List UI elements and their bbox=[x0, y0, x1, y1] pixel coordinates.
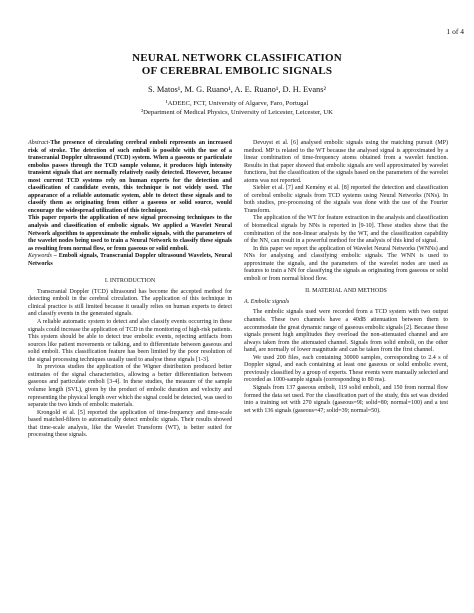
abstract-paragraph-2: This paper reports the application of new signal processing techniques to the analysis and classification of embolic signals. We applied a Wavelet Neural Network algorithm to approximate the embolic signals, with the parameters of the wavelet nodes being used to train a Neural Network to classify these signals as resulting from normal flow, or from gaseous or solid emboli. bbox=[28, 215, 232, 252]
left-column bbox=[28, 140, 232, 440]
section-heading-introduction: I. INTRODUCTION bbox=[104, 278, 156, 285]
methods-paragraph-1: The embolic signals used were recorded from a TCD system with two output channels. These two channels have a 40dB attenuation between them to accommodate the great dynamic range of gaseous embolic signals [2]. Because these signals present high amplitudes they overload the non-attenuated channel and are always taken from the attenuated channel. Signals from solid emboli, on the other hand, are normally of lower magnitude and can be taken from the first channel. bbox=[244, 309, 448, 354]
paper-title-line1: NEURAL NETWORK CLASSIFICATION bbox=[132, 52, 342, 64]
keywords bbox=[28, 253, 232, 268]
abstract-label: Abstract- bbox=[28, 140, 51, 146]
section-heading-methods: II. MATERIAL AND METHODS bbox=[305, 288, 387, 295]
right-column bbox=[244, 140, 448, 415]
author-list: S. Matos¹, M. G. Ruano¹, A. E. Ruano¹, D. H. Evans² bbox=[147, 85, 326, 94]
intro-paragraph-3: In previous studies the application of the Wigner distribution produced better estimates of the signal characteristics, allowing a better differentiation between gaseous and particulate emboli [3-4]. In these studies, the measure of the sample volume length (SVL), given by the product of embolic duration and velocity and representing the physical length over which the signal could be detected, was used to separate the two kinds of embolic materials. bbox=[28, 364, 232, 409]
methods-paragraph-2: We used 200 files, each containing 30000 samples, corresponding to 2.4 s of Doppler signal, and each containing at least one gaseous or solid embolic event, previously classified by a group of experts. These events were manually selected and recorded as 1000-sample signals (corresponding to 80 ms). bbox=[244, 354, 448, 384]
methods-paragraph-3: Signals from 137 gaseous emboli, 119 solid emboli, and 150 from normal flow formed the data set used. For the classification part of the study, this set was divided into a training set with 270 signals (gaseous=9I; solid=80; normal=100) and a test set with 136 signals (gaseous=47; solid=39; normal=50). bbox=[244, 384, 448, 414]
right-paragraph-2: Siebler et al. [7] and Kemény et al. [8] reported the detection and classification of cerebral embolic signals from TCD systems using Neural Networks (NNs). In both studies, pre-processing of the signals was done with the use of the Fourier Transform. bbox=[244, 185, 448, 214]
right-paragraph-1: Devuyst et al. [6] analysed embolic signals using the matching pursuit (MP) method. MP is related to the WT because the analysed signal is approximated by a linear combination of time-frequency atoms obtained from a wavelet function. Results in that paper showed that embolic signals are well approximated by wavelet functions, but the classification of the signals based on the parameters of the wavelet atoms was not reported. bbox=[244, 140, 448, 184]
abstract-paragraph bbox=[28, 140, 232, 215]
paper-title-line2: OF CEREBRAL EMBOLIC SIGNALS bbox=[141, 65, 333, 77]
intro-paragraph-1: Transcranial Doppler (TCD) ultrasound has become the accepted method for detecting emboli in the cerebral circulation. The application of this technique in clinical practice is still limited because it usually relies on human experts to detect and classify events in the generated signals. bbox=[28, 288, 232, 318]
affiliation-2: ²Department of Medical Physics, University of Leicester, Leicester, UK bbox=[141, 109, 333, 116]
keywords-text: – Emboli signals, Transcranial Doppler ultrasound Wavelets, Neural Networks bbox=[28, 253, 232, 267]
intro-paragraph-2: A reliable automatic system to detect and also classify events occurring in these signals could increase the application of TCD in the monitoring of high-risk patients. This system should be able to detect true embolic events, rejecting artifacts from sources like patient movements or talking, and to differentiate between gaseous and solid emboli. This classification feature has been limited by the poor resolution of the signal processing techniques usually used to analyse these signals [1-3]. bbox=[28, 319, 233, 363]
right-paragraph-3: The application of the WT for feature extraction in the analysis and classification of biomedical signals by NNs is reported in [9-10]. These studies show that the combination of the non-linear analysis by the WT, and the classification capability of the NN, can result in a powerful method for the analysis of this kind of signal. bbox=[244, 215, 448, 245]
page-indicator: 1 of 4 bbox=[446, 27, 464, 36]
right-paragraph-4: In this paper we report the application of Wavelet Neural Networks (WNNs) and NNs for analysing and classifying embolic signals. The WNN is used to approximate the signals, and the parameters of the wavelet nodes are used as features to train a NN for classifying the signals as originating from gaseous or solid emboli or from normal blood flow. bbox=[244, 245, 448, 282]
keywords-label: Keywords bbox=[28, 253, 52, 260]
abstract-text: The presence of circulating cerebral emboli represents an increased risk of stroke. The detection of such emboli is possible with the use of a transcranial Doppler ultrasound (TCD) system. When a gaseous or particulate embolus passes through the TCD sample volume, it produces high intensity transient signals that are normally relatively easily detected. However, because most current TCD systems rely on human experts for the detection and classification of candidate events, this technique is not widely used. The appearance of a reliable automatic system, able to detect these signals and to classify them as originating from either a gaseous or solid source, would encourage the widespread utilization of this technique. bbox=[28, 140, 232, 214]
subsection-heading-embolic-signals: A. Embolic signals bbox=[244, 298, 290, 305]
intro-paragraph-4: Krongold et al. [5] reported the application of time-frequency and time-scale based matched-filters to automatically detect embolic signals. Their results showed that time-scale analysis, like the Wavelet Transform (WT), is better suited for processing these signals. bbox=[28, 409, 232, 439]
affiliation-1: ¹ADEEC, FCT, University of Algarve, Faro, Portugal bbox=[165, 100, 309, 107]
